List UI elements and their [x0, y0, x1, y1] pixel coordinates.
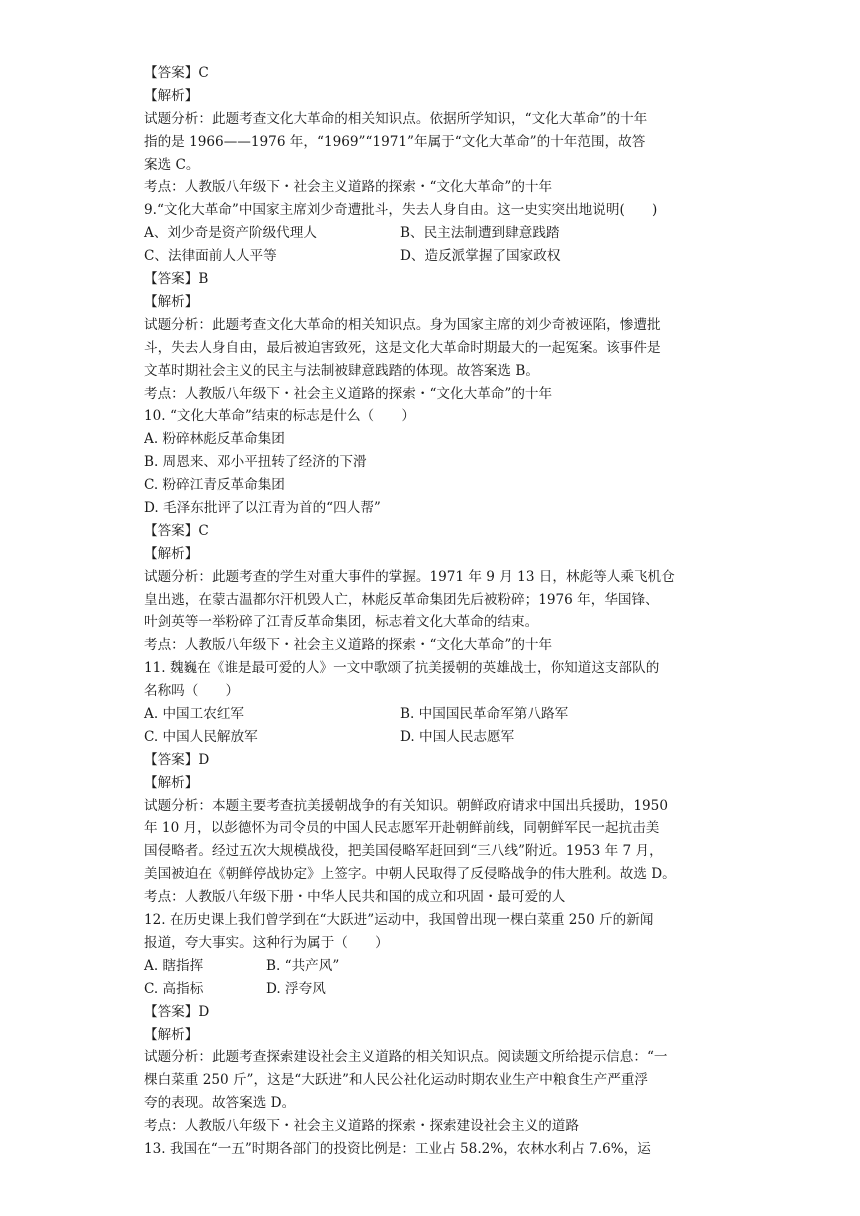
analysis-11-line-3: 国侵略者。经过五次大规模战役，把美国侵略军赶回到“三八线”附近。1953 年 7 月，	[144, 843, 663, 860]
analysis-9-line-1: 试题分析：此题考查文化大革命的相关知识点。身为国家主席的刘少奇被诬陷，惨遭批	[144, 316, 661, 333]
option-11-c: C. 中国人民解放军	[144, 728, 258, 745]
question-13: 13. 我国在“一五”时期各部门的投资比例是：工业占 58.2%，农林水利占 7.6%，运	[144, 1140, 651, 1157]
option-12-c: C. 高指标	[144, 980, 204, 997]
analysis-8-line-1: 试题分析：此题考查文化大革命的相关知识点。依据所学知识，“文化大革命”的十年	[144, 110, 648, 127]
point-10: 考点：人教版八年级下・社会主义道路的探索・“文化大革命”的十年	[144, 637, 553, 654]
answer-8: 【答案】C	[144, 65, 209, 81]
point-12: 考点：人教版八年级下・社会主义道路的探索・探索建设社会主义的道路	[144, 1118, 579, 1135]
analysis-label-8: 【解析】	[144, 87, 199, 104]
analysis-8-line-3: 案选 C。	[144, 156, 200, 173]
answer-9: 【答案】B	[144, 271, 209, 288]
options-12-row-1	[144, 955, 720, 978]
question-11-line-2: 名称吗（ ）	[144, 683, 240, 700]
answer-11: 【答案】D	[144, 751, 210, 768]
option-12-d: D. 浮夸风	[266, 980, 326, 997]
analysis-11-line-2: 年 10 月，以彭德怀为司令员的中国人民志愿军开赴朝鲜前线，同朝鲜军民一起抗击美	[144, 820, 660, 837]
document-page	[144, 62, 720, 1161]
option-10-c: C. 粉碎江青反革命集团	[144, 477, 285, 494]
analysis-11-line-4: 美国被迫在《朝鲜停战协定》上签字。中朝人民取得了反侵略战争的伟大胜利。故选 D。	[144, 866, 676, 883]
analysis-12-line-3: 夸的表现。故答案选 D。	[144, 1095, 296, 1112]
options-9-row-2	[144, 245, 720, 268]
analysis-label-12: 【解析】	[144, 1026, 199, 1043]
analysis-12-line-2: 棵白菜重 250 斤”，这是“大跃进”和人民公社化运动时期农业生产中粮食生产严重浮	[144, 1072, 649, 1089]
option-9-a: A、刘少奇是资产阶级代理人	[144, 225, 317, 242]
option-11-a: A. 中国工农红军	[144, 705, 245, 722]
analysis-8-line-2: 指的是 1966——1976 年，“1969”“1971”年属于“文化大革命”的十年范围，故答	[144, 133, 646, 150]
option-12-a: A. 瞎指挥	[144, 957, 204, 974]
option-10-a: A. 粉碎林彪反革命集团	[144, 431, 285, 448]
point-11: 考点：人教版八年级下册・中华人民共和国的成立和巩固・最可爱的人	[144, 889, 566, 906]
question-9: 9.“文化大革命”中国家主席刘少奇遭批斗，失去人身自由。这一史实突出地说明( )	[144, 202, 658, 219]
options-9-row-1	[144, 222, 720, 245]
option-11-b: B. 中国国民革命军第八路军	[400, 705, 569, 722]
analysis-10-line-3: 叶剑英等一举粉碎了江青反革命集团，标志着文化大革命的结束。	[144, 614, 539, 631]
analysis-label-11: 【解析】	[144, 774, 199, 791]
analysis-10-line-2: 皇出逃，在蒙古温都尔汗机毁人亡，林彪反革命集团先后被粉碎；1976 年，华国锋、	[144, 591, 659, 608]
option-11-d: D. 中国人民志愿军	[400, 728, 515, 745]
analysis-label-9: 【解析】	[144, 293, 199, 310]
analysis-11-line-1: 试题分析：本题主要考查抗美援朝战争的有关知识。朝鲜政府请求中国出兵援助，1950	[144, 797, 668, 814]
analysis-10-line-1: 试题分析：此题考查的学生对重大事件的掌握。1971 年 9 月 13 日，林彪等人乘飞机仓	[144, 568, 675, 585]
answer-10: 【答案】C	[144, 522, 209, 539]
answer-12: 【答案】D	[144, 1003, 210, 1020]
analysis-label-10: 【解析】	[144, 545, 199, 562]
option-9-d: D、造反派掌握了国家政权	[400, 248, 561, 265]
analysis-9-line-2: 斗，失去人身自由，最后被迫害致死，这是文化大革命时期最大的一起冤案。该事件是	[144, 339, 661, 356]
analysis-12-line-1: 试题分析：此题考查探索建设社会主义道路的相关知识点。阅读题文所给提示信息：“一	[144, 1049, 668, 1066]
question-10: 10. “文化大革命”结束的标志是什么（ ）	[144, 408, 415, 425]
question-12-line-2: 报道，夸大事实。这种行为属于（ ）	[144, 934, 389, 951]
option-12-b: B. “共产风”	[266, 957, 340, 974]
question-11-line-1: 11. 魏巍在《谁是最可爱的人》一文中歌颂了抗美援朝的英雄战士，你知道这支部队的	[144, 660, 660, 677]
option-9-c: C、法律面前人人平等	[144, 248, 277, 265]
question-12-line-1: 12. 在历史课上我们曾学到在“大跃进”运动中，我国曾出现一棵白菜重 250 斤的新闻	[144, 912, 654, 929]
option-9-b: B、民主法制遭到肆意践踏	[400, 225, 560, 242]
options-11-row-2	[144, 726, 720, 749]
options-12-row-2	[144, 978, 720, 1001]
point-9: 考点：人教版八年级下・社会主义道路的探索・“文化大革命”的十年	[144, 385, 553, 402]
analysis-9-line-3: 文革时期社会主义的民主与法制被肆意践踏的体现。故答案选 B。	[144, 362, 539, 379]
options-11-row-1	[144, 703, 720, 726]
point-8: 考点：人教版八年级下・社会主义道路的探索・“文化大革命”的十年	[144, 179, 553, 196]
option-10-d: D. 毛泽东批评了以江青为首的“四人帮”	[144, 499, 381, 516]
option-10-b: B. 周恩来、邓小平扭转了经济的下滑	[144, 454, 367, 471]
